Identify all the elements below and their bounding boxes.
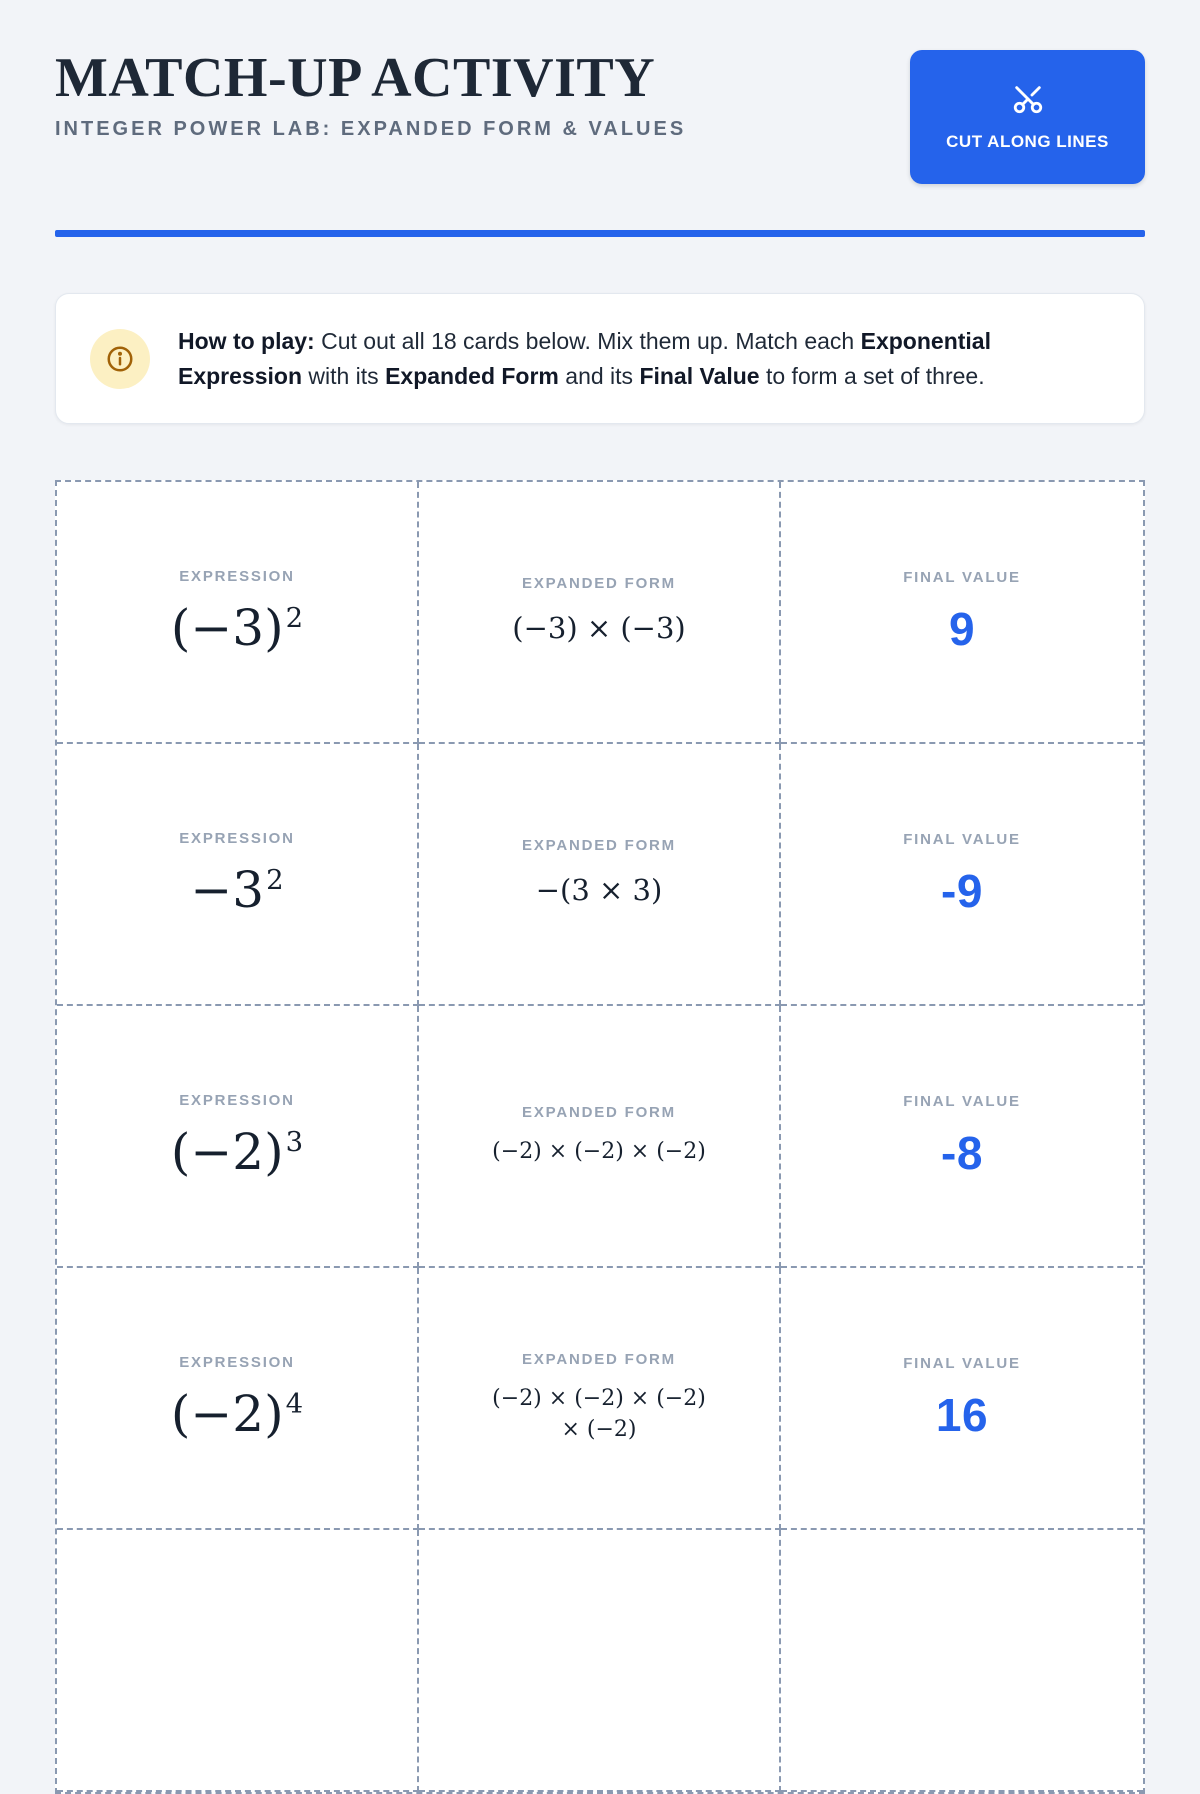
final-value-card xyxy=(781,1006,1143,1268)
expression-label: EXPRESSION xyxy=(179,568,295,585)
page-subtitle: INTEGER POWER LAB: EXPANDED FORM & VALUES xyxy=(55,118,687,140)
howto-text-2: with its xyxy=(302,362,386,389)
final-value-label: FINAL VALUE xyxy=(903,1092,1021,1110)
expanded-form-math: −(3 × 3) xyxy=(535,873,663,908)
expanded-form-label: EXPANDED FORM xyxy=(522,837,676,855)
howto-bold-expression: Exponential Expression xyxy=(178,328,991,389)
cards-grid xyxy=(55,480,1145,1794)
final-value-number: 16 xyxy=(935,1388,989,1441)
expression-card xyxy=(57,1530,419,1792)
expression-math xyxy=(190,863,283,918)
expanded-form-card xyxy=(419,1006,781,1268)
expression-exponent: 2 xyxy=(285,602,304,635)
expression-card xyxy=(57,1268,419,1530)
page-title: MATCH-UP ACTIVITY xyxy=(55,47,656,109)
final-value-card xyxy=(781,482,1143,744)
expression-card xyxy=(57,482,419,744)
final-value-label: FINAL VALUE xyxy=(903,830,1021,848)
expression-label: EXPRESSION xyxy=(179,830,295,847)
howto-bold-expanded: Expanded Form xyxy=(385,362,559,389)
expression-exponent: 2 xyxy=(266,864,284,897)
cut-button-label: CUT ALONG LINES xyxy=(946,132,1109,151)
expanded-form-label: EXPANDED FORM xyxy=(522,575,676,593)
expanded-form-card xyxy=(419,1530,781,1792)
expanded-form-card xyxy=(419,744,781,1006)
final-value-card xyxy=(781,744,1143,1006)
info-badge xyxy=(90,329,150,389)
expression-exponent: 4 xyxy=(285,1388,304,1421)
header-titles xyxy=(55,47,687,141)
expression-base: (−3) xyxy=(170,599,284,657)
final-value-number: -8 xyxy=(941,1126,983,1179)
expression-base: (−2) xyxy=(170,1385,284,1443)
cut-along-lines-button[interactable] xyxy=(910,50,1145,184)
header xyxy=(55,47,1145,184)
expanded-form-card xyxy=(419,1268,781,1530)
final-value-card xyxy=(781,1268,1143,1530)
final-value-number: 9 xyxy=(948,602,976,655)
scissors-icon xyxy=(1011,82,1045,116)
expression-base: (−2) xyxy=(170,1123,284,1181)
expanded-form-label: EXPANDED FORM xyxy=(522,1104,676,1122)
expression-base: −3 xyxy=(190,861,265,919)
expression-math xyxy=(171,1125,303,1180)
expression-math xyxy=(236,1641,238,1696)
final-value-label: FINAL VALUE xyxy=(903,1354,1021,1372)
expression-card xyxy=(57,1006,419,1268)
expanded-form-label: EXPANDED FORM xyxy=(522,1350,676,1368)
header-divider xyxy=(55,230,1145,237)
expression-card xyxy=(57,744,419,1006)
instructions-box xyxy=(55,293,1145,424)
expression-math xyxy=(171,601,303,656)
howto-text-1: Cut out all 18 cards below. Mix them up. Match each xyxy=(314,328,861,354)
final-value-card xyxy=(781,1530,1143,1792)
info-icon xyxy=(105,344,135,374)
expression-label: EXPRESSION xyxy=(179,1092,295,1109)
howto-text-4: to form a set of three. xyxy=(759,362,985,389)
expression-label: EXPRESSION xyxy=(179,1354,295,1371)
final-value-number: -9 xyxy=(941,864,983,917)
expanded-form-math: (−2) × (−2) × (−2) xyxy=(492,1139,706,1165)
howto-text-3: and its xyxy=(558,362,640,389)
instructions-text xyxy=(178,324,1110,393)
expression-exponent: 3 xyxy=(285,1126,304,1159)
expanded-form-card xyxy=(419,482,781,744)
final-value-label: FINAL VALUE xyxy=(903,568,1021,586)
expression-math xyxy=(171,1387,303,1442)
expanded-form-math: (−2) × (−2) × (−2) × (−2) xyxy=(492,1385,706,1442)
howto-bold-prefix: How to play: xyxy=(178,328,315,354)
expanded-form-math: (−3) × (−3) xyxy=(512,611,686,646)
howto-bold-value: Final Value xyxy=(639,362,760,389)
